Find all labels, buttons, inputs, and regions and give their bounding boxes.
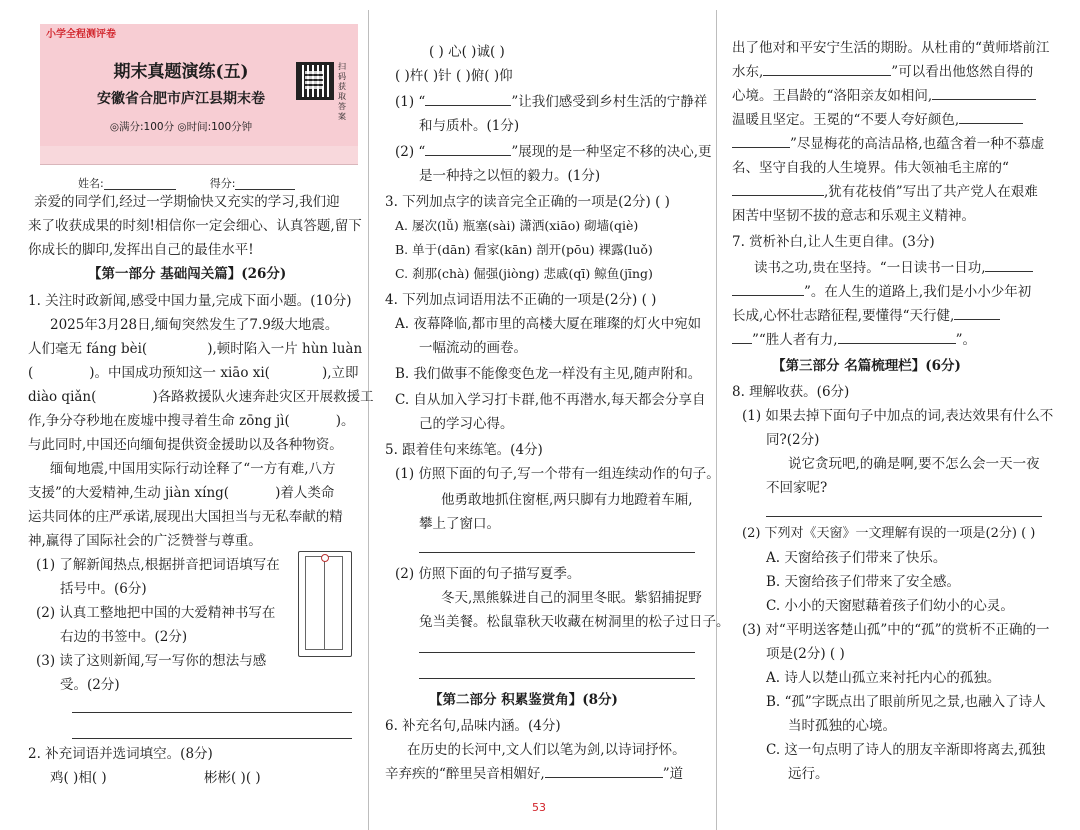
bookmark-writing-box[interactable]: [298, 551, 352, 657]
answer-line[interactable]: [419, 678, 695, 679]
answer-blank[interactable]: [954, 305, 1000, 320]
answer-line[interactable]: [766, 516, 1042, 517]
answer-blank[interactable]: [763, 61, 891, 76]
option-a[interactable]: A. 天窗给孩子们带来了快乐。: [766, 550, 947, 566]
answer-line[interactable]: [419, 652, 695, 653]
answer-blank[interactable]: [545, 763, 663, 778]
example-sentence: 说它贪玩吧,的确是啊,要不怎么会一天一夜: [788, 456, 1040, 472]
passage-text: 困苦中坚韧不拔的意志和乐观主义精神。: [732, 208, 975, 224]
option-a[interactable]: A. 夜幕降临,都市里的高楼大厦在璀璨的灯火中宛如: [395, 316, 702, 332]
passage-text: [732, 132, 1044, 156]
qr-code-icon[interactable]: [296, 62, 334, 100]
name-field[interactable]: [104, 178, 176, 190]
option-c[interactable]: C. 这一句点明了诗人的朋友辛渐即将离去,孤独: [766, 742, 1046, 758]
question-1: 1. 关注时政新闻,感受中国力量,完成下面小题。(10分): [28, 293, 352, 309]
option-b[interactable]: B. “孤”字既点出了眼前所见之景,也融入了诗人: [766, 694, 1046, 710]
example-sentence: 冬天,黑熊躲进自己的洞里冬眠。紫貂捕捉野: [441, 590, 702, 606]
passage-text-mid: ”“胜人者有力,: [752, 332, 838, 348]
passage-text: [732, 60, 1033, 84]
subquestion: [395, 90, 707, 114]
pinyin-prompt: (: [28, 365, 34, 381]
intro-text: 亲爱的同学们,经过一学期愉快又充实的学习,我们迎: [34, 194, 340, 210]
intro-text: 你成长的脚印,发挥出自己的最佳水平!: [28, 242, 254, 258]
subquestion: 括号中。(6分): [60, 581, 147, 597]
passage-text: [732, 304, 1000, 328]
score-field[interactable]: [235, 178, 295, 190]
option-a[interactable]: A. 屡次(lǚ) 瓶塞(sài) 潇洒(xiāo) 砌墙(qiè): [395, 218, 639, 233]
pinyin-prompt: 作,争分夺秒地在废墟中搜寻着生命 zōng jì(: [28, 413, 290, 429]
subquestion-tail: ”展现的是一种坚定不移的决心,更: [511, 144, 712, 160]
news-text: 缅甸地震,中国用实际行动诠释了“一方有难,八方: [50, 461, 336, 477]
passage-text-head: 读书之功,贵在坚持。“一日读书一日功,: [754, 260, 986, 276]
pinyin-prompt: ),顿时陷入一片 hùn luàn: [207, 341, 363, 357]
passage-text-head: 长成,心怀壮志踏征程,要懂得“天行健,: [732, 308, 955, 324]
example-sentence: 攀上了窗口。: [419, 516, 500, 532]
option-a[interactable]: A. 诗人以楚山孤立来衬托内心的孤独。: [766, 670, 1001, 686]
passage-text: [732, 280, 1031, 304]
option-b[interactable]: B. 天窗给孩子们带来了安全感。: [766, 574, 961, 590]
subquestion: (1) 仿照下面的句子,写一个带有一组连续动作的句子。: [395, 466, 720, 482]
option-b[interactable]: B. 我们做事不能像变色龙一样没有主见,随声附和。: [395, 366, 702, 382]
passage-text-tail: ”。在人生的道路上,我们是小小少年初: [804, 284, 1032, 300]
question-4: 4. 下列加点词语用法不正确的一项是(2分) ( ): [385, 292, 657, 308]
passage-text-tail: ”可以看出他悠然自得的: [891, 64, 1034, 80]
section-heading-part2: 【第二部分 积累鉴赏角】(8分): [429, 692, 618, 708]
column-divider: [368, 10, 369, 830]
news-text-tail: ),立即: [321, 365, 359, 381]
option-c-cont: 远行。: [788, 766, 829, 782]
news-text-tail: )。: [335, 413, 355, 429]
subquestion: (3) 对“平明送客楚山孤”中的“孤”的赏析不正确的一: [742, 622, 1050, 638]
idiom-blank[interactable]: ( ) 心( )诚( ): [429, 44, 505, 60]
passage-text: 在历史的长河中,文人们以笔为剑,以诗词抒怀。: [407, 742, 686, 758]
quote-open: (2) “: [395, 144, 426, 160]
question-7: 7. 赏析补白,让人生更自律。(3分): [732, 234, 935, 250]
pinyin-prompt: 人们毫无 fáng bèi(: [28, 341, 148, 357]
news-text: [28, 481, 334, 505]
subquestion: 是一种持之以恒的毅力。(1分): [419, 168, 601, 184]
subquestion: (2) 下列对《天窗》一文理解有误的一项是(2分) ( ): [742, 526, 1036, 541]
answer-blank[interactable]: [732, 181, 824, 196]
subquestion: [395, 140, 712, 164]
score-label: 得分:: [209, 177, 236, 190]
news-text: 运共同体的庄严承诺,展现出大国担当与无私奉献的精: [28, 509, 343, 525]
passage-text-head: 辛弃疾的“醉里吴音相媚好,: [385, 766, 545, 782]
answer-blank[interactable]: [732, 329, 752, 344]
question-6: 6. 补充名句,品味内涵。(4分): [385, 718, 561, 734]
news-text: 2025年3月28日,缅甸突然发生了7.9级大地震。: [50, 317, 339, 333]
subquestion: (3) 读了这则新闻,写一写你的想法与感: [36, 653, 267, 669]
passage-text: [732, 84, 1036, 108]
news-text: [28, 337, 362, 361]
subquestion: 右边的书签中。(2分): [60, 629, 188, 645]
passage-text-tail: ”道: [662, 766, 684, 782]
question-3: 3. 下列加点字的读音完全正确的一项是(2分) ( ): [385, 194, 670, 210]
example-sentence: 兔当美餐。松鼠靠秋天收藏在树洞里的松子过日子。: [419, 614, 730, 630]
passage-text-head: 心境。王昌龄的“洛阳亲友如相问,: [732, 88, 933, 104]
question-2: 2. 补充词语并选词填空。(8分): [28, 746, 213, 762]
passage-text-head: 温暖且坚定。王冕的“不要人夸好颜色,: [732, 112, 960, 128]
news-text: [28, 361, 359, 385]
exam-header-card: [40, 24, 358, 190]
option-c-cont: 己的学习心得。: [419, 416, 514, 432]
news-text: 与此同时,中国还向缅甸提供资金援助以及各种物资。: [28, 437, 343, 453]
option-c[interactable]: C. 自从加入学习打卡群,他不再潜水,每天都会分享自: [395, 392, 706, 408]
subquestion: 和与质朴。(1分): [419, 118, 520, 134]
passage-text: 名、坚守自我的人生境界。伟大领袖毛主席的“: [732, 160, 1009, 176]
idiom-blank[interactable]: ( )杵( )针 ( )俯( )仰: [395, 68, 513, 84]
passage-text: [385, 762, 683, 786]
passage-text: [732, 180, 1038, 204]
exam-meta: ◎满分:100分 ◎时间:100分钟: [109, 121, 253, 133]
answer-blank[interactable]: [959, 109, 1023, 124]
idiom-blank[interactable]: 鸡( )相( ): [50, 770, 107, 786]
subquestion: 受。(2分): [60, 677, 120, 693]
quote-open: (1) “: [395, 94, 426, 110]
answer-blank[interactable]: [425, 91, 511, 106]
question-8: 8. 理解收获。(6分): [732, 384, 850, 400]
news-text: [28, 409, 355, 433]
answer-line[interactable]: [72, 712, 352, 713]
answer-blank[interactable]: [732, 281, 804, 296]
news-text: 神,赢得了国际社会的广泛赞誉与尊重。: [28, 533, 262, 549]
example-sentence: 他勇敢地抓住窗框,两只脚有力地蹬着车厢,: [441, 492, 693, 508]
subquestion-tail: ”让我们感受到乡村生活的宁静祥: [511, 94, 708, 110]
passage-text-head: 水东,: [732, 64, 764, 80]
answer-blank[interactable]: [932, 85, 1036, 100]
option-c[interactable]: C. 刹那(chà) 倔强(jiòng) 悲戚(qī) 鲸鱼(jīng): [395, 266, 653, 281]
series-logo: 小学全程测评卷: [46, 29, 116, 40]
answer-line[interactable]: [72, 738, 352, 739]
idiom-blank[interactable]: 彬彬( )( ): [204, 770, 261, 786]
exam-subtitle: 安徽省合肥市庐江县期末卷: [97, 91, 265, 107]
answer-blank[interactable]: [732, 133, 790, 148]
subquestion: 同?(2分): [766, 432, 820, 448]
pinyin-prompt: 支援”的大爱精神,生动 jiàn xíng(: [28, 485, 230, 501]
intro-text: 来了收获成果的时刻!相信你一定会细心、认真答题,留下: [28, 218, 362, 234]
option-b-cont: 当时孤独的心境。: [788, 718, 896, 734]
passage-text: [754, 256, 1033, 280]
passage-text: [732, 328, 976, 352]
answer-line[interactable]: [419, 552, 695, 553]
option-a-cont: 一幅流动的画卷。: [419, 340, 527, 356]
example-sentence: 不回家呢?: [766, 480, 828, 496]
pinyin-prompt: )。中国成功预知这一 xiāo xi(: [89, 365, 270, 381]
subquestion: (1) 如果去掉下面句子中加点的词,表达效果有什么不: [742, 408, 1054, 424]
news-text-tail: )各路救援队火速奔赴灾区开展救援工: [152, 389, 374, 405]
subquestion: (2) 认真工整地把中国的大爱精神书写在: [36, 605, 276, 621]
qr-label: 扫码获取答案: [338, 62, 346, 121]
exam-title: 期末真题演练(五): [113, 62, 249, 82]
section-heading-part3: 【第三部分 名篇梳理栏】(6分): [772, 358, 961, 374]
news-text: [28, 385, 374, 409]
passage-text-tail: ”。: [955, 332, 977, 348]
passage-text-tail: ”尽显梅花的高洁品格,也蕴含着一种不慕虚: [790, 136, 1045, 152]
option-b[interactable]: B. 单于(dān) 看家(kān) 剖开(pōu) 裸露(luǒ): [395, 242, 653, 257]
name-label: 姓名:: [78, 177, 104, 190]
option-c[interactable]: C. 小小的天窗慰藉着孩子们幼小的心灵。: [766, 598, 1014, 614]
passage-text: 出了他对和平安宁生活的期盼。从杜甫的“黄师塔前江: [732, 40, 1050, 56]
passage-text-tail: ,犹有花枝俏”写出了共产党人在艰难: [824, 184, 1038, 200]
column-divider: [716, 10, 717, 830]
subquestion: (1) 了解新闻热点,根据拼音把词语填写在: [36, 557, 280, 573]
bookmark-grid: [305, 556, 343, 650]
bookmark-hole-icon: [321, 554, 329, 562]
passage-text: [732, 108, 1023, 132]
subquestion: (2) 仿照下面的句子描写夏季。: [395, 566, 581, 582]
news-text-tail: )着人类命: [275, 485, 335, 501]
answer-blank[interactable]: [425, 141, 511, 156]
section-heading-part1: 【第一部分 基础闯关篇】(26分): [88, 266, 287, 282]
answer-blank[interactable]: [985, 257, 1033, 272]
page-number: 53: [532, 801, 546, 814]
answer-blank[interactable]: [838, 329, 956, 344]
question-5: 5. 跟着佳句来练笔。(4分): [385, 442, 543, 458]
pinyin-prompt: diào qiǎn(: [28, 389, 97, 405]
subquestion: 项是(2分) ( ): [766, 646, 845, 662]
